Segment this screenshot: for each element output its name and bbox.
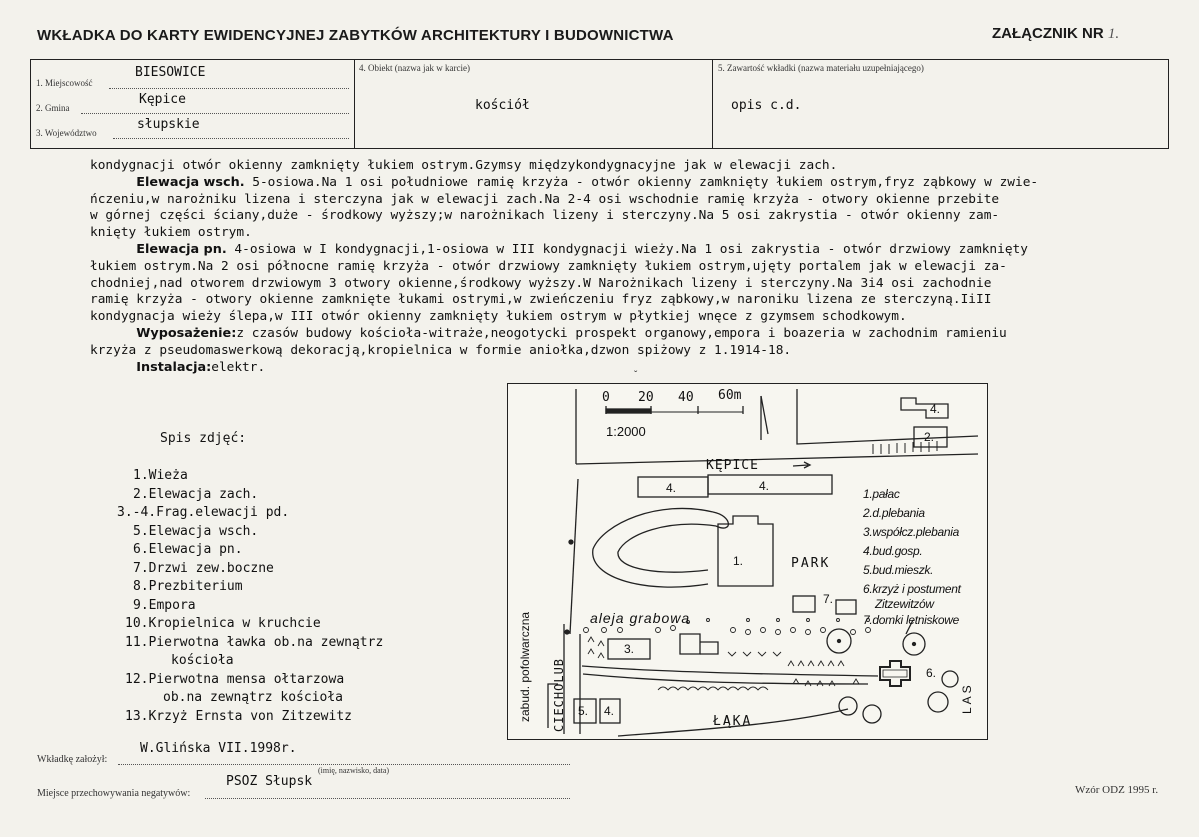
scale-label-20: 20 bbox=[638, 390, 654, 405]
site-plan-drawing bbox=[508, 384, 987, 739]
legend-item: 7.domki letniskowe bbox=[863, 613, 959, 627]
building-number: 4. bbox=[666, 481, 677, 495]
field-object-label: 4. Obiekt (nazwa jak w karcie) bbox=[359, 63, 470, 73]
photo-item: 3.-4.Frag.elewacji pd. bbox=[117, 505, 290, 520]
text-line: łukiem ostrym.Na 2 osi północne ramię krzyża - otwór drzwiowy zamknięty łukiem ostrym,ujęty portalem jak w elewacji za- bbox=[90, 258, 1007, 274]
building-number: 5. bbox=[578, 704, 589, 718]
photo-item: 11.Pierwotna ławka ob.na zewnątrz bbox=[125, 634, 384, 650]
site-plan-map bbox=[507, 383, 988, 740]
photo-item: ob.na zewnątrz kościoła bbox=[163, 690, 344, 705]
dotted-line bbox=[205, 798, 570, 799]
road-label-ciecholub: CIECHOLUB bbox=[552, 657, 566, 732]
field-content-label: 5. Zawartość wkładki (nazwa materiału uzupełniającego) bbox=[718, 63, 924, 73]
divider bbox=[712, 60, 713, 148]
annex-number bbox=[992, 25, 1119, 43]
dotted-line bbox=[81, 113, 349, 114]
photo-list-title: Spis zdjęć: bbox=[160, 431, 247, 446]
legend-item: 6.krzyż i postument bbox=[863, 582, 961, 596]
photo-item: 6.Elewacja pn. bbox=[133, 542, 243, 557]
field-commune-value: Kępice bbox=[139, 92, 186, 107]
text-line: knięty łukiem ostrym. bbox=[90, 225, 252, 241]
field-locality-value: BIESOWICE bbox=[135, 65, 206, 80]
photo-item: 12.Pierwotna mensa ołtarzowa bbox=[125, 671, 345, 687]
legend-item: 3.współcz.plebania bbox=[863, 525, 959, 539]
building-number: 2. bbox=[924, 430, 935, 444]
annex-label: ZAŁĄCZNIK NR bbox=[992, 25, 1104, 42]
road-label-kepice: KĘPICE bbox=[706, 458, 759, 473]
forest-label: LAS bbox=[960, 682, 974, 714]
text-line: ńczeniu,w narożniku lizena i sterczyna jak w elewacji zach.Na 2-4 osi wschodnie ramię krzyża - otwory okienne przebite bbox=[90, 191, 1000, 207]
text-line: kondygnacji otwór okienny zamknięty łukiem ostrym.Gzymsy międzykondygnacyjne jak w elewacji zach. bbox=[90, 158, 838, 173]
field-commune-label: 2. Gmina bbox=[36, 103, 70, 113]
dotted-line bbox=[109, 88, 349, 89]
photo-item: 5.Elewacja wsch. bbox=[133, 523, 259, 539]
field-content-value: opis c.d. bbox=[731, 98, 802, 113]
negatives-location-value: PSOZ Słupsk bbox=[226, 774, 313, 789]
legend-item: 2.d.plebania bbox=[863, 506, 925, 520]
legend-item: Zitzewitzów bbox=[875, 597, 934, 611]
scale-label-0: 0 bbox=[602, 390, 610, 405]
photo-item: 7.Drzwi zew.boczne bbox=[133, 560, 274, 576]
building-number: 4. bbox=[604, 704, 615, 718]
text-line: z czasów budowy kościoła-witraże,neogotycki prospekt organowy,empora i boazeria w zachodnim ramieniu bbox=[236, 325, 1007, 341]
field-voivodeship-label: 3. Województwo bbox=[36, 128, 97, 138]
side-label-farm-buildings: zabud. pofolwarczna bbox=[518, 611, 532, 722]
heading-east-elevation: Elewacja wsch. bbox=[136, 174, 245, 190]
author-value: W.Glińska VII.1998r. bbox=[140, 741, 297, 756]
building-number: 4. bbox=[759, 479, 770, 493]
description-text bbox=[90, 158, 1130, 376]
photo-item: 8.Prezbiterium bbox=[133, 579, 243, 594]
heading-installation: Instalacja: bbox=[136, 359, 212, 375]
field-voivodeship-value: słupskie bbox=[137, 117, 200, 132]
form-model: Wzór ODZ 1995 r. bbox=[1075, 784, 1159, 796]
legend-item: 4.bud.gosp. bbox=[863, 544, 923, 558]
heading-equipment: Wyposażenie: bbox=[136, 325, 237, 341]
photo-item: 13.Krzyż Ernsta von Zitzewitz bbox=[125, 708, 352, 724]
text-line: ramię krzyża - otwory okienne zamknięte łukami ostrymi,w zwieńczeniu fryz ząbkowy,w naroniku lizena ze sterczyną.IiII bbox=[90, 292, 992, 308]
divider bbox=[354, 60, 355, 148]
photo-item: 1.Wieża bbox=[133, 468, 188, 483]
building-number: 6. bbox=[926, 666, 937, 680]
building-number: 1. bbox=[733, 554, 744, 568]
scale-label-60: 60m bbox=[718, 388, 742, 403]
scale-label-40: 40 bbox=[678, 390, 694, 405]
author-label: Wkładkę założył: bbox=[37, 754, 108, 765]
building-number: 4. bbox=[930, 402, 941, 416]
text-line: krzyża z pseudomaswerkową dekoracją,kropielnica w formie aniołka,dzwon spiżowy z 1.1914-18. bbox=[90, 342, 792, 358]
heading-north-elevation: Elewacja pn. bbox=[136, 241, 227, 257]
park-label: PARK bbox=[791, 556, 831, 571]
building-number: 7. bbox=[823, 592, 834, 606]
author-hint: (imię, nazwisko, data) bbox=[318, 766, 390, 775]
photo-item: 2.Elewacja zach. bbox=[133, 486, 259, 502]
text-line: kondygnacja wieży ślepa,w III otwór okienny zamknięty łukiem ostrym w płytkiej wnęce z gzymsem schodkowym. bbox=[90, 309, 907, 325]
legend-item: 1.pałac bbox=[863, 487, 900, 501]
meadow-label: ŁĄKA bbox=[713, 714, 753, 729]
text-line: w górnej części ściany,duże - środkowy wyższy;w narożnikach lizeny i sterczyny.Na 5 osi zakrystia - otwór okienny zam- bbox=[90, 208, 1000, 224]
legend-item: 5.bud.mieszk. bbox=[863, 563, 934, 577]
header-form-box bbox=[30, 59, 1169, 149]
field-locality-label: 1. Miejscowość bbox=[36, 78, 93, 88]
dotted-line bbox=[118, 764, 570, 765]
photo-item: 9.Empora bbox=[133, 597, 196, 613]
alley-label: aleja grabowa bbox=[590, 610, 691, 626]
tick-mark: ˇ bbox=[634, 370, 638, 381]
photo-list bbox=[117, 430, 447, 726]
text-line: elektr. bbox=[211, 359, 266, 375]
negatives-location-label: Miejsce przechowywania negatywów: bbox=[37, 788, 191, 799]
field-object-value: kościół bbox=[475, 98, 530, 113]
text-line: 5-osiowa.Na 1 osi południowe ramię krzyża - otwór okienny zamknięty łukiem ostrym,fryz ząbkowy w zwie- bbox=[244, 174, 1039, 190]
document-title: WKŁADKA DO KARTY EWIDENCYJNEJ ZABYTKÓW ARCHITEKTURY I BUDOWNICTWA bbox=[37, 27, 674, 44]
text-line: chodniej,nad otworem drzwiowym 3 otwory okienne,środkowy wyższy.W Narożnikach lizeny i sterczyny.Na 3i4 osi zachodnie bbox=[90, 275, 992, 291]
photo-item: 10.Kropielnica w kruchcie bbox=[125, 616, 321, 631]
photo-item: kościoła bbox=[171, 653, 234, 668]
text-line: 4-osiowa w I kondygnacji,1-osiowa w III kondygnacji wieży.Na 1 osi zakrystia - otwór drzwiowy zamknięty bbox=[226, 241, 1028, 257]
annex-value: 1. bbox=[1107, 26, 1120, 42]
building-number: 3. bbox=[624, 642, 635, 656]
dotted-line bbox=[113, 138, 349, 139]
scale-ratio: 1:2000 bbox=[606, 424, 646, 439]
